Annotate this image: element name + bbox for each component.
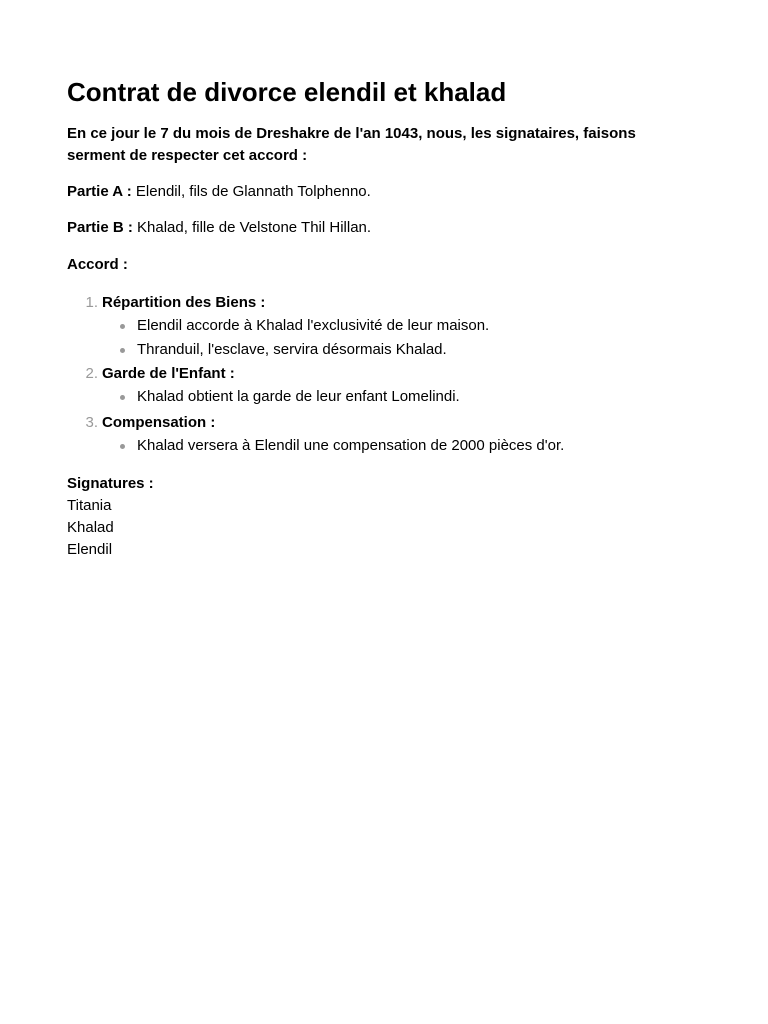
signature-name: Khalad — [67, 519, 114, 536]
intro-paragraph: En ce jour le 7 du mois de Dreshakre de l'an 1043, nous, les signataires, faisons serment de respecter cet accord : — [67, 125, 636, 164]
bullet-icon — [120, 348, 125, 353]
accord-heading — [67, 254, 128, 276]
bullet-icon — [120, 395, 125, 400]
party-b-label: Partie B : — [67, 219, 133, 236]
list-item-text: Khalad obtient la garde de leur enfant Lomelindi. — [137, 388, 460, 405]
party-a-label: Partie A : — [67, 183, 132, 200]
section-title: Compensation : — [102, 414, 216, 431]
section-number: 2. — [85, 365, 98, 382]
list-item-text: Elendil accorde à Khalad l'exclusivité de leur maison. — [137, 317, 490, 334]
bullet-icon — [120, 444, 125, 449]
accord-label: Accord : — [67, 256, 128, 273]
party-b-text: Khalad, fille de Velstone Thil Hillan. — [137, 219, 372, 236]
party-b-line — [67, 217, 371, 239]
section-number: 3. — [85, 414, 98, 431]
party-a-text: Elendil, fils de Glannath Tolphenno. — [135, 183, 371, 200]
signatures-heading: Signatures : — [67, 475, 154, 492]
party-a-line — [67, 181, 371, 203]
section-number: 1. — [85, 294, 98, 311]
list-item-text: Khalad versera à Elendil une compensation de 2000 pièces d'or. — [137, 437, 565, 454]
signature-name: Elendil — [67, 541, 113, 558]
signature-name: Titania — [67, 497, 112, 514]
section-title: Répartition des Biens : — [102, 294, 266, 311]
bullet-icon — [120, 324, 125, 329]
document-title: Contrat de divorce elendil et khalad — [67, 77, 507, 107]
list-item-text: Thranduil, l'esclave, servira désormais Khalad. — [137, 341, 447, 358]
section-title: Garde de l'Enfant : — [102, 365, 235, 382]
